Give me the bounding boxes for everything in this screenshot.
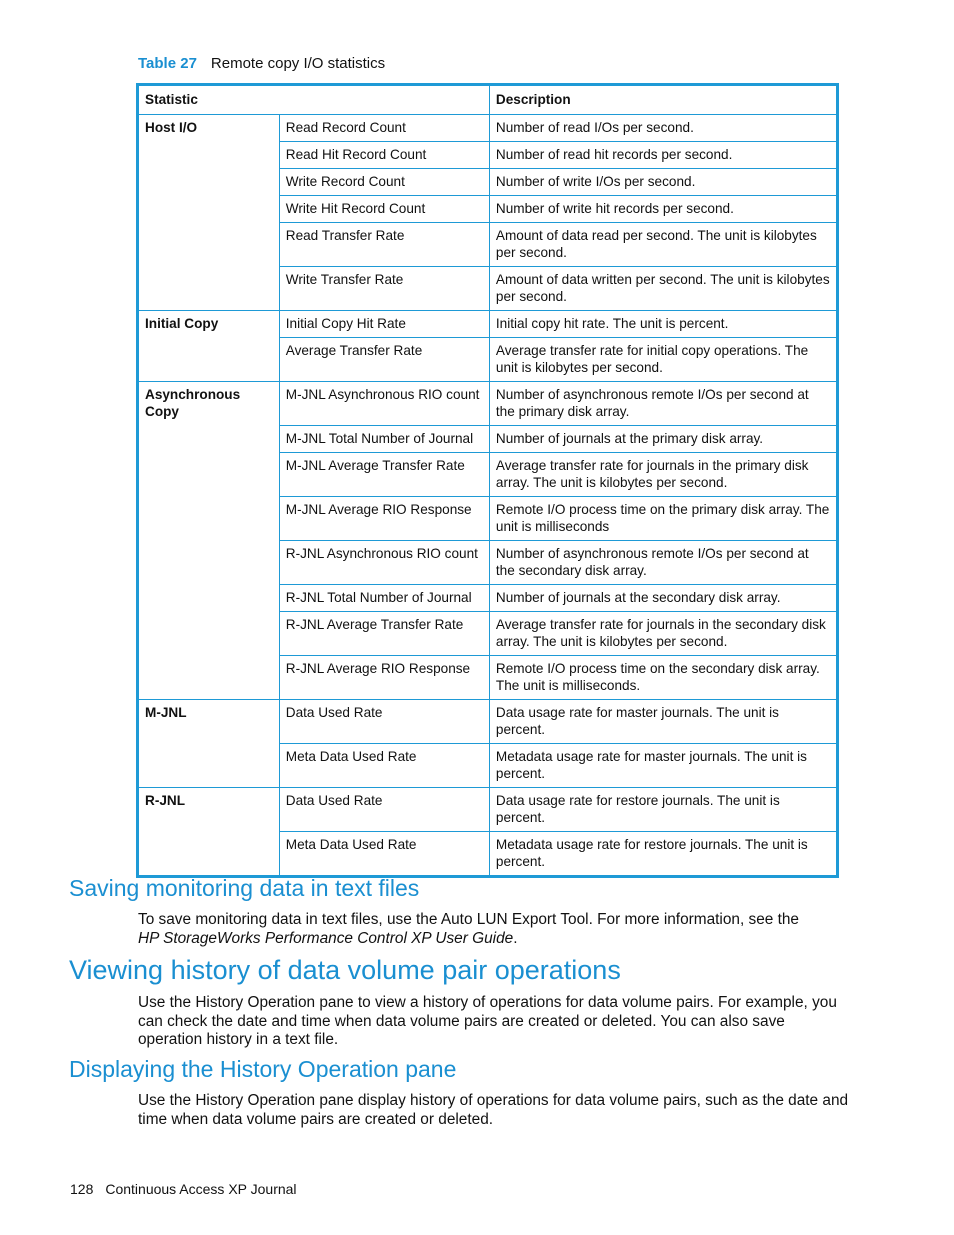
description-cell: Number of asynchronous remote I/Os per second at the secondary disk array.: [489, 541, 837, 585]
table-caption: [138, 54, 385, 74]
description-cell: Number of journals at the secondary disk array.: [489, 585, 837, 612]
table-row: [138, 700, 838, 744]
description-cell: Data usage rate for master journals. The unit is percent.: [489, 700, 837, 744]
description-cell: Number of read I/Os per second.: [489, 115, 837, 142]
group-name-cell: M-JNL: [138, 700, 280, 788]
statistic-cell: R-JNL Average RIO Response: [279, 656, 489, 700]
table-number: Table 27: [138, 55, 197, 72]
description-cell: Average transfer rate for journals in the secondary disk array. The unit is kilobytes per second.: [489, 612, 837, 656]
statistic-cell: M-JNL Average RIO Response: [279, 497, 489, 541]
statistic-cell: R-JNL Asynchronous RIO count: [279, 541, 489, 585]
statistic-cell: Average Transfer Rate: [279, 338, 489, 382]
description-cell: Metadata usage rate for restore journals. The unit is percent.: [489, 832, 837, 877]
page-number: 128: [70, 1181, 94, 1197]
displaying-heading: Displaying the History Operation pane: [69, 1056, 457, 1082]
group-name-cell: Asynchronous Copy: [138, 382, 280, 700]
group-name-cell: R-JNL: [138, 788, 280, 877]
statistic-cell: R-JNL Average Transfer Rate: [279, 612, 489, 656]
statistic-cell: Read Transfer Rate: [279, 223, 489, 267]
description-cell: Number of write hit records per second.: [489, 196, 837, 223]
page-footer: [70, 1180, 297, 1198]
table-title: Remote copy I/O statistics: [210, 55, 386, 72]
statistic-cell: Write Transfer Rate: [279, 267, 489, 311]
description-cell: Remote I/O process time on the primary disk array. The unit is milliseconds: [489, 497, 837, 541]
saving-text: To save monitoring data in text files, use the Auto LUN Export Tool. For more information, see the: [138, 911, 799, 928]
description-cell: Amount of data read per second. The unit is kilobytes per second.: [489, 223, 837, 267]
document-title: Continuous Access XP Journal: [105, 1181, 297, 1197]
guide-title: HP StorageWorks Performance Control XP User Guide: [138, 929, 514, 947]
description-header: Description: [489, 85, 837, 115]
statistic-cell: Meta Data Used Rate: [279, 744, 489, 788]
table-row: [138, 115, 838, 142]
group-name-cell: Initial Copy: [138, 311, 280, 382]
description-cell: Number of asynchronous remote I/Os per second at the primary disk array.: [489, 382, 837, 426]
statistic-header: Statistic: [138, 85, 490, 115]
statistic-cell: M-JNL Average Transfer Rate: [279, 453, 489, 497]
table-row: [138, 788, 838, 832]
viewing-heading: Viewing history of data volume pair operations: [69, 955, 621, 985]
statistic-cell: M-JNL Asynchronous RIO count: [279, 382, 489, 426]
table-body: [138, 115, 838, 877]
table-row: [138, 382, 838, 426]
description-cell: Average transfer rate for journals in the primary disk array. The unit is kilobytes per second.: [489, 453, 837, 497]
viewing-paragraph: Use the History Operation pane to view a history of operations for data volume pairs. For example, you can check the date and time when data volume pairs are created or deleted. You can also save operation history in a text file.: [138, 994, 837, 1048]
statistic-cell: R-JNL Total Number of Journal: [279, 585, 489, 612]
displaying-paragraph: Use the History Operation pane display history of operations for data volume pairs, such as the date and time when data volume pairs are created or deleted.: [138, 1092, 849, 1128]
description-cell: Data usage rate for restore journals. The unit is percent.: [489, 788, 837, 832]
description-cell: Number of journals at the primary disk array.: [489, 426, 837, 453]
saving-heading: Saving monitoring data in text files: [69, 875, 420, 901]
table-row: [138, 311, 838, 338]
statistic-cell: Meta Data Used Rate: [279, 832, 489, 877]
statistic-cell: Data Used Rate: [279, 700, 489, 744]
statistics-table: [136, 83, 839, 878]
statistic-cell: Write Hit Record Count: [279, 196, 489, 223]
statistic-cell: Write Record Count: [279, 169, 489, 196]
saving-end: .: [513, 929, 518, 947]
description-cell: Initial copy hit rate. The unit is percent.: [489, 311, 837, 338]
description-cell: Average transfer rate for initial copy operations. The unit is kilobytes per second.: [489, 338, 837, 382]
group-name-cell: Host I/O: [138, 115, 280, 311]
description-cell: Number of read hit records per second.: [489, 142, 837, 169]
statistic-cell: Read Record Count: [279, 115, 489, 142]
statistic-cell: Read Hit Record Count: [279, 142, 489, 169]
saving-paragraph: [138, 911, 850, 948]
description-cell: Remote I/O process time on the secondary disk array. The unit is milliseconds.: [489, 656, 837, 700]
description-cell: Amount of data written per second. The unit is kilobytes per second.: [489, 267, 837, 311]
statistic-cell: Initial Copy Hit Rate: [279, 311, 489, 338]
description-cell: Number of write I/Os per second.: [489, 169, 837, 196]
statistic-cell: Data Used Rate: [279, 788, 489, 832]
table-header-row: [138, 85, 838, 115]
description-cell: Metadata usage rate for master journals. The unit is percent.: [489, 744, 837, 788]
statistic-cell: M-JNL Total Number of Journal: [279, 426, 489, 453]
